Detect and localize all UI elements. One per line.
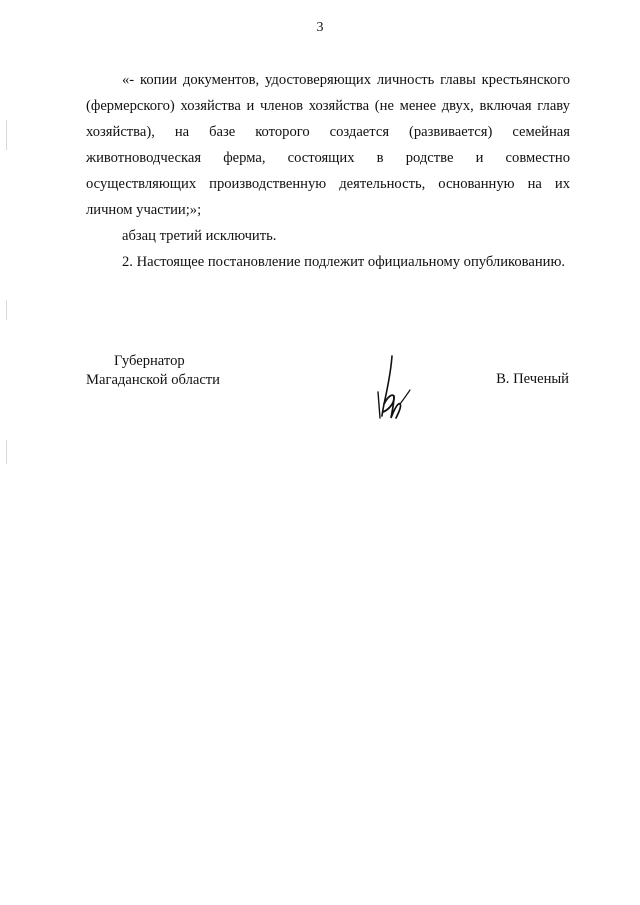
document-body: [86, 67, 570, 275]
signatory-name: В. Печеный: [496, 371, 569, 387]
paragraph-documents-list: «- копии документов, удостоверяющих личность главы крестьянского (фермерского) хозяйства и членов хозяйства (не менее двух, включая главу хозяйства), на базе которого создается (развивается) семейная животноводческая ферма, состоящих в родстве и совместно осуществляющих производственную деятельность, основанную на их личном участии;»;: [86, 72, 570, 218]
paragraph-exclude-clause: абзац третий исключить.: [122, 228, 277, 244]
page-number: 3: [316, 20, 324, 35]
signatory-title: [86, 352, 220, 390]
scan-edge-mark: [6, 300, 7, 320]
signatory-title-line-1: Губернатор: [114, 353, 185, 369]
signatory-title-line-2: Магаданской области: [86, 372, 220, 388]
paragraph-publication: 2. Настоящее постановление подлежит официальному опубликованию.: [122, 254, 566, 270]
handwritten-signature: [370, 352, 420, 430]
scan-edge-mark: [6, 440, 7, 464]
scan-edge-mark: [6, 120, 7, 150]
